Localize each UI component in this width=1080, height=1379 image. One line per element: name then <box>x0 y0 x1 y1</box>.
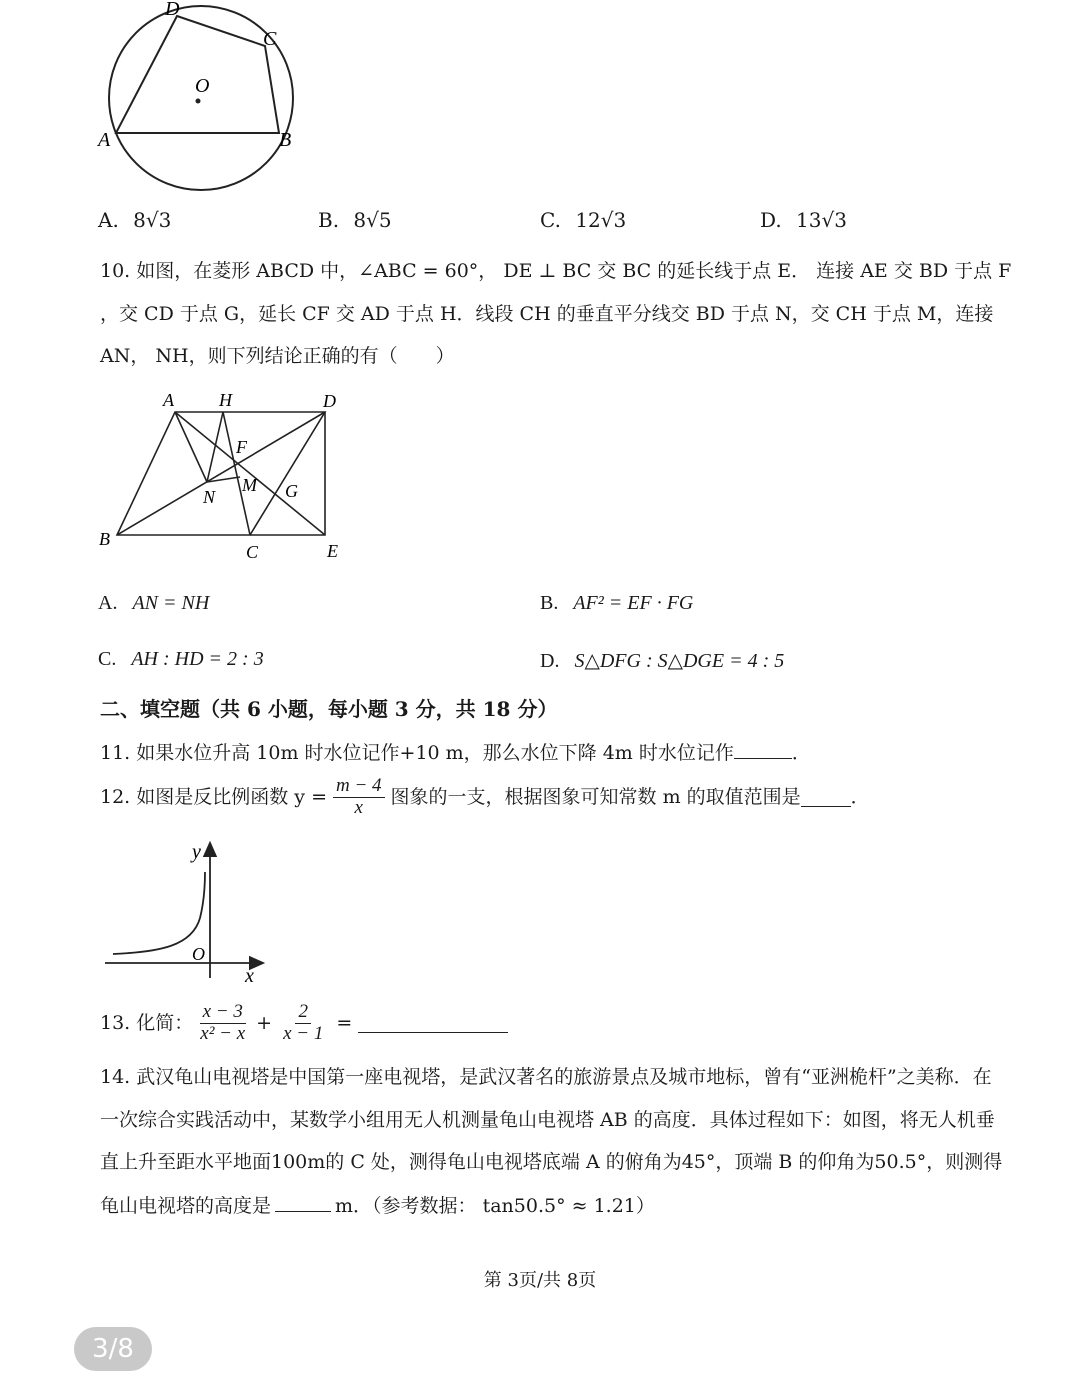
label-n: N <box>203 487 216 507</box>
q10-text-line-3: AN， NH，则下列结论正确的有（ ） <box>100 345 455 367</box>
label-h: H <box>219 390 232 410</box>
option-value: AH : HD = 2 : 3 <box>131 648 264 670</box>
option-value: 12√3 <box>575 208 627 232</box>
q13-f2-den: x − 1 <box>283 1022 324 1044</box>
label-x: x <box>245 965 254 987</box>
q13-f2-num: 2 <box>295 1002 311 1024</box>
q13-f1-den: x² − x <box>200 1022 246 1044</box>
label-a: A <box>98 129 111 151</box>
q13-eq: = <box>336 1011 353 1034</box>
label-d: D <box>323 391 336 411</box>
q12-fraction <box>333 776 385 819</box>
option-value: 8√3 <box>133 208 172 232</box>
q14-line4-b: m．（参考数据： tan50.5° ≈ 1.21） <box>335 1195 655 1217</box>
q14-line4-a: 龟山电视塔的高度是 <box>100 1195 272 1217</box>
option-letter: B. <box>318 208 340 232</box>
option-value: 8√5 <box>353 208 392 232</box>
diagonal-bd <box>117 412 325 535</box>
q12-prefix: 12. 如图是反比例函数 y = <box>100 785 327 808</box>
segment-ae <box>175 412 325 535</box>
label-f: F <box>236 437 247 457</box>
segment-an <box>175 412 207 482</box>
q12-suffix: 图象的一支，根据图象可知常数 m 的取值范围是 <box>390 785 801 808</box>
label-m: M <box>242 475 257 495</box>
label-o: O <box>195 75 210 97</box>
q9-option-c[interactable] <box>540 208 626 232</box>
label-g: G <box>285 481 298 501</box>
segment-ch <box>223 412 250 535</box>
q11-line <box>100 740 811 765</box>
q13-fraction-2 <box>280 1002 326 1045</box>
q14-text-line-2: 一次综合实践活动中，某数学小组用无人机测量龟山电视塔 AB 的高度．具体过程如下：如图，将无人机垂 <box>100 1109 995 1131</box>
q13-answer-blank[interactable] <box>358 1014 508 1033</box>
option-value: AF² = EF · FG <box>573 592 694 614</box>
q12-answer-blank[interactable] <box>801 788 851 807</box>
label-a: A <box>163 390 174 410</box>
q14-text-line-3: 直上升至距水平地面100m的 C 处，测得龟山电视塔底端 A 的俯角为45°，顶端 B 的仰角为50.5°，则测得 <box>100 1151 1003 1173</box>
option-letter: A. <box>98 592 118 614</box>
segment-nh <box>207 412 223 482</box>
page-number: 第 3页/共 8页 <box>483 1270 597 1291</box>
q10-option-d[interactable] <box>540 648 784 673</box>
q9-circle-figure <box>95 0 315 200</box>
q12-graph-figure <box>100 838 270 988</box>
center-point <box>196 99 201 104</box>
label-c: C <box>263 28 277 50</box>
q9-option-d[interactable] <box>760 208 847 232</box>
option-value: AN = NH <box>132 592 210 614</box>
option-letter: A. <box>98 208 119 232</box>
label-o: O <box>192 944 205 964</box>
q10-option-c[interactable] <box>98 648 264 671</box>
option-value: S△DFG : S△DGE = 4 : 5 <box>574 650 785 672</box>
q12-line <box>100 776 870 819</box>
label-b: B <box>279 129 292 151</box>
q11-end: ． <box>791 742 811 764</box>
q13-line <box>100 1002 508 1045</box>
q14-text-line-1: 14. 武汉龟山电视塔是中国第一座电视塔，是武汉著名的旅游景点及城市地标，曾有“亚洲桅杆”之美称．在 <box>100 1066 992 1088</box>
option-letter: D. <box>760 208 782 232</box>
label-c: C <box>246 542 259 562</box>
q12-end: ． <box>850 785 870 808</box>
section-2-heading: 二、填空题（共 6 小题，每小题 3 分，共 18 分） <box>100 697 558 721</box>
q10-text-line-1: 10. 如图，在菱形 ABCD 中，∠ABC = 60°， DE ⊥ BC 交 BC 的延长线于点 E． 连接 AE 交 BD 于点 F <box>100 260 1012 282</box>
q10-text-line-2: ，交 CD 于点 G，延长 CF 交 AD 于点 H．线段 CH 的垂直平分线交 BD 于点 N，交 CH 于点 M，连接 <box>100 303 994 325</box>
label-y: y <box>192 841 201 863</box>
q13-plus: + <box>256 1011 273 1034</box>
option-value: 13√3 <box>796 208 847 232</box>
q9-option-a[interactable] <box>98 208 171 232</box>
option-letter: D. <box>540 650 560 672</box>
option-letter: C. <box>540 208 561 232</box>
q11-answer-blank[interactable] <box>734 740 792 759</box>
q10-option-b[interactable] <box>540 592 693 615</box>
q13-fraction-1 <box>197 1002 248 1045</box>
q13-prefix: 13. 化简： <box>100 1011 194 1034</box>
option-letter: C. <box>98 648 117 670</box>
label-b: B <box>99 529 110 549</box>
q12-frac-num: m − 4 <box>333 776 385 798</box>
hyperbola-branch <box>113 872 205 954</box>
option-letter: B. <box>540 592 559 614</box>
q14-text-line-4 <box>100 1193 655 1218</box>
page-indicator-badge[interactable]: 3/8 <box>74 1327 152 1371</box>
label-d: D <box>165 0 180 20</box>
q11-text: 11. 如果水位升高 10m 时水位记作+10 m，那么水位下降 4m 时水位记作 <box>100 742 734 764</box>
q12-frac-den: x <box>354 796 363 818</box>
q14-answer-blank[interactable] <box>275 1193 331 1212</box>
q10-rhombus-figure <box>95 385 355 570</box>
q9-option-b[interactable] <box>318 208 392 232</box>
label-e: E <box>327 541 338 561</box>
q13-f1-num: x − 3 <box>200 1002 246 1024</box>
q10-option-a[interactable] <box>98 592 209 615</box>
